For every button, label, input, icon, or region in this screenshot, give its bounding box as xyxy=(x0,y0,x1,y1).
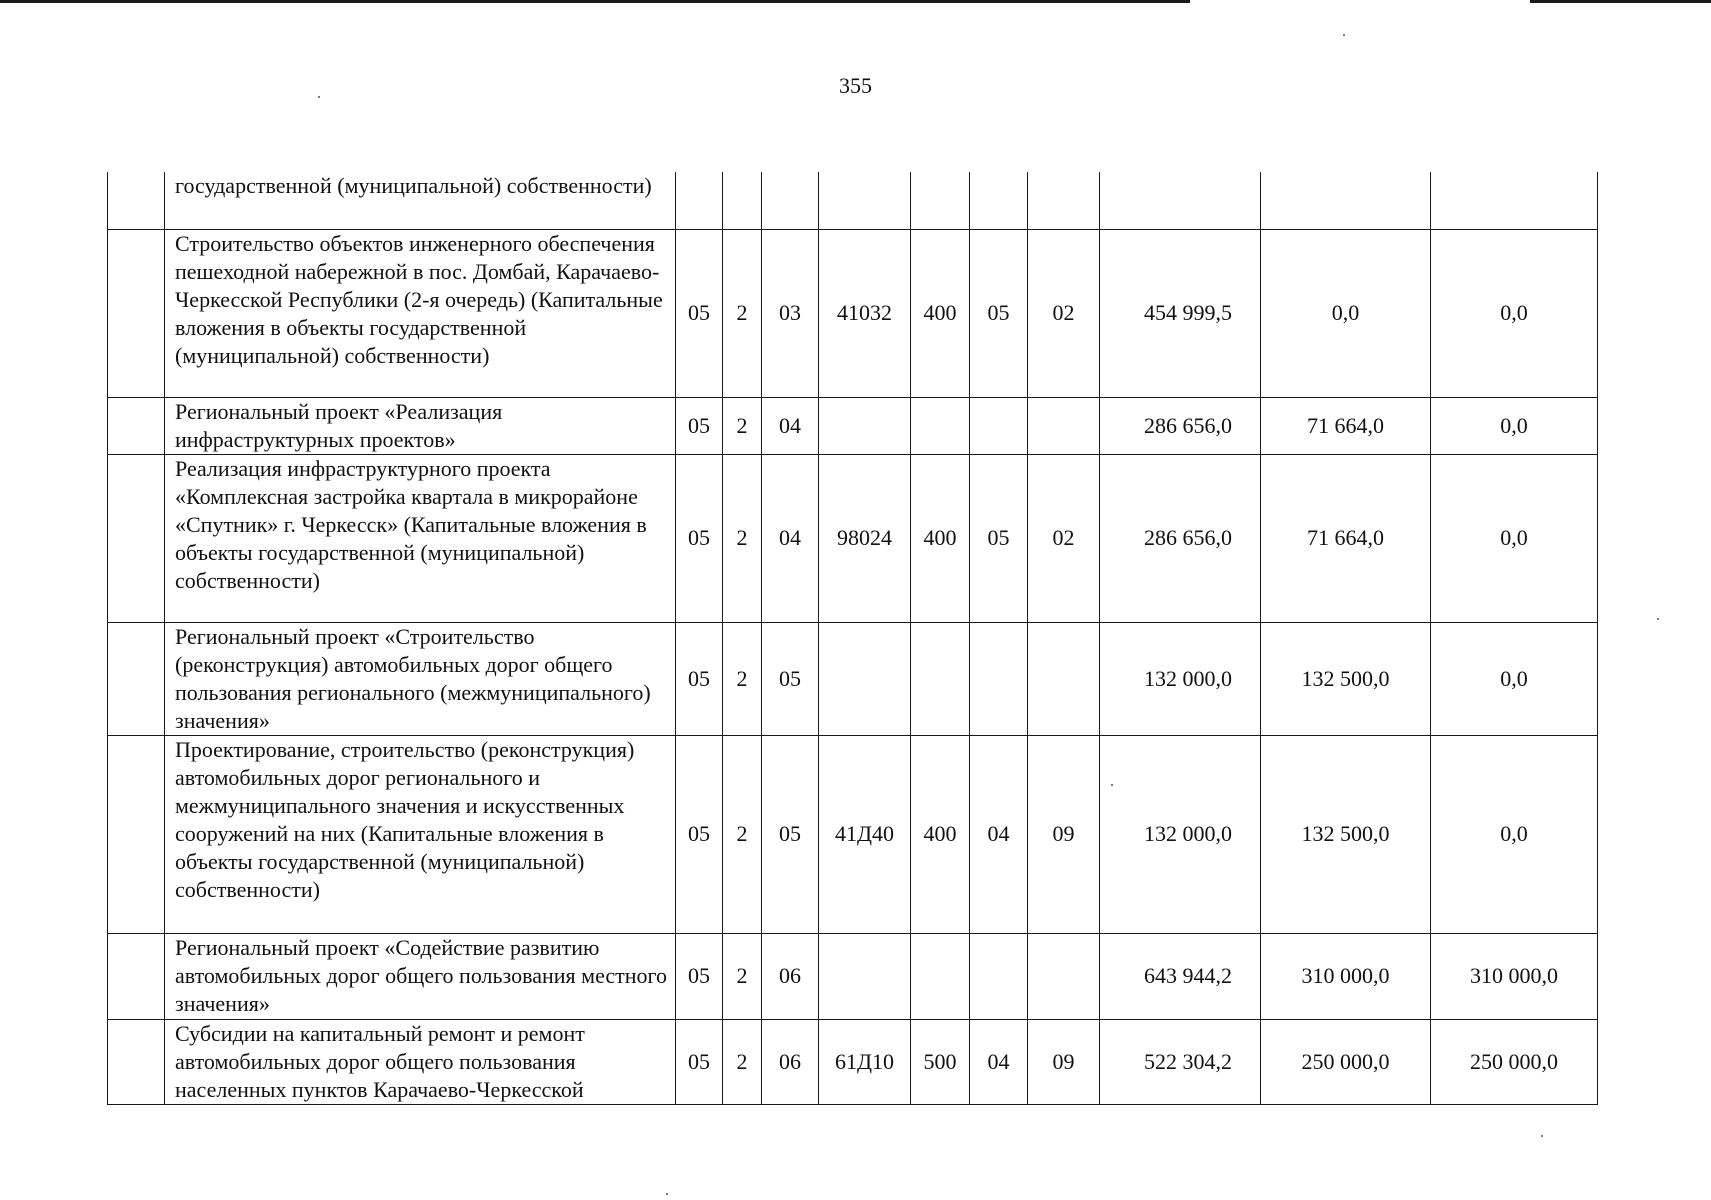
code-cell-c4 xyxy=(819,933,911,1019)
code-cell-c5: 400 xyxy=(911,735,970,933)
code-cell-c3: 05 xyxy=(762,735,819,933)
row-name-cell: Региональный проект «Строительство (реконструкция) автомобильных дорог общего пользования регионального (межмуниципального) значения» xyxy=(165,622,676,735)
budget-table xyxy=(107,172,1598,1105)
row-number-cell xyxy=(108,735,165,933)
code-cell-c6: 05 xyxy=(970,454,1028,622)
code-cell-c5 xyxy=(911,622,970,735)
row-number-cell xyxy=(108,229,165,397)
amount-cell-v2: 310 000,0 xyxy=(1261,933,1431,1019)
code-cell-c1: 05 xyxy=(676,622,723,735)
row-number-cell xyxy=(108,172,165,229)
amount-cell-v3 xyxy=(1431,172,1598,229)
amount-cell-v1 xyxy=(1100,172,1261,229)
code-cell-c6 xyxy=(970,622,1028,735)
amount-cell-v2: 132 500,0 xyxy=(1261,622,1431,735)
amount-cell-v1: 454 999,5 xyxy=(1100,229,1261,397)
table-row xyxy=(108,454,1598,622)
code-cell-c4 xyxy=(819,622,911,735)
code-cell-c7: 09 xyxy=(1028,1019,1100,1104)
code-cell-c5 xyxy=(911,933,970,1019)
amount-cell-v3: 0,0 xyxy=(1431,454,1598,622)
amount-cell-v3: 310 000,0 xyxy=(1431,933,1598,1019)
code-cell-c7 xyxy=(1028,933,1100,1019)
row-number-cell xyxy=(108,933,165,1019)
code-cell-c3: 06 xyxy=(762,933,819,1019)
code-cell-c1: 05 xyxy=(676,397,723,454)
amount-cell-v1: 132 000,0 xyxy=(1100,735,1261,933)
row-name-cell: Строительство объектов инженерного обеспечения пешеходной набережной в пос. Домбай, Карачаево-Черкесской Республики (2-я очередь) (Капитальные вложения в объекты государственной (муниципальной) собственности) xyxy=(165,229,676,397)
row-number-cell xyxy=(108,1019,165,1104)
code-cell-c7: 02 xyxy=(1028,229,1100,397)
table-row xyxy=(108,172,1598,229)
code-cell-c3: 03 xyxy=(762,229,819,397)
row-number-cell xyxy=(108,454,165,622)
amount-cell-v2: 71 664,0 xyxy=(1261,454,1431,622)
code-cell-c2: 2 xyxy=(723,229,762,397)
row-name-cell: Реализация инфраструктурного проекта «Комплексная застройка квартала в микрорайоне «Спутник» г. Черкесск» (Капитальные вложения в объекты государственной (муниципальной) собственности) xyxy=(165,454,676,622)
code-cell-c1: 05 xyxy=(676,1019,723,1104)
row-name-cell: Проектирование, строительство (реконструкция) автомобильных дорог регионального и межмуниципального значения и искусственных сооружений на них (Капитальные вложения в объекты государственной (муниципальной) собственности) xyxy=(165,735,676,933)
code-cell-c1: 05 xyxy=(676,229,723,397)
code-cell-c6: 04 xyxy=(970,735,1028,933)
code-cell-c2: 2 xyxy=(723,1019,762,1104)
code-cell-c6: 04 xyxy=(970,1019,1028,1104)
code-cell-c5: 400 xyxy=(911,454,970,622)
code-cell-c2: 2 xyxy=(723,622,762,735)
row-number-cell xyxy=(108,622,165,735)
code-cell-c6 xyxy=(970,397,1028,454)
code-cell-c2 xyxy=(723,172,762,229)
row-number-cell xyxy=(108,397,165,454)
code-cell-c7 xyxy=(1028,397,1100,454)
amount-cell-v2: 132 500,0 xyxy=(1261,735,1431,933)
code-cell-c7 xyxy=(1028,622,1100,735)
code-cell-c3: 04 xyxy=(762,397,819,454)
code-cell-c5 xyxy=(911,172,970,229)
amount-cell-v3: 0,0 xyxy=(1431,397,1598,454)
code-cell-c6: 05 xyxy=(970,229,1028,397)
table-body xyxy=(108,172,1598,1104)
code-cell-c3: 04 xyxy=(762,454,819,622)
code-cell-c6 xyxy=(970,933,1028,1019)
top-edge-rule-gap xyxy=(1190,0,1530,3)
row-name-cell: Региональный проект «Реализация инфраструктурных проектов» xyxy=(165,397,676,454)
code-cell-c5 xyxy=(911,397,970,454)
amount-cell-v1: 132 000,0 xyxy=(1100,622,1261,735)
table-row xyxy=(108,397,1598,454)
row-name-cell: Региональный проект «Содействие развитию автомобильных дорог общего пользования местного значения» xyxy=(165,933,676,1019)
page-number: 355 xyxy=(839,73,872,98)
amount-cell-v1: 286 656,0 xyxy=(1100,397,1261,454)
table-row xyxy=(108,933,1598,1019)
code-cell-c5: 400 xyxy=(911,229,970,397)
row-name-cell: Субсидии на капитальный ремонт и ремонт автомобильных дорог общего пользования населенных пунктов Карачаево-Черкесской xyxy=(165,1019,676,1104)
table-row xyxy=(108,229,1598,397)
table-row xyxy=(108,735,1598,933)
code-cell-c2: 2 xyxy=(723,933,762,1019)
code-cell-c1: 05 xyxy=(676,933,723,1019)
scan-speck xyxy=(1657,618,1659,620)
code-cell-c4: 61Д10 xyxy=(819,1019,911,1104)
code-cell-c2: 2 xyxy=(723,454,762,622)
code-cell-c4: 41Д40 xyxy=(819,735,911,933)
code-cell-c3: 06 xyxy=(762,1019,819,1104)
code-cell-c2: 2 xyxy=(723,735,762,933)
code-cell-c4 xyxy=(819,397,911,454)
code-cell-c4: 98024 xyxy=(819,454,911,622)
amount-cell-v1: 522 304,2 xyxy=(1100,1019,1261,1104)
code-cell-c1 xyxy=(676,172,723,229)
code-cell-c3: 05 xyxy=(762,622,819,735)
scan-speck xyxy=(666,1193,668,1195)
amount-cell-v3: 0,0 xyxy=(1431,622,1598,735)
amount-cell-v3: 250 000,0 xyxy=(1431,1019,1598,1104)
amount-cell-v2: 250 000,0 xyxy=(1261,1019,1431,1104)
table-row xyxy=(108,622,1598,735)
code-cell-c7: 02 xyxy=(1028,454,1100,622)
code-cell-c7 xyxy=(1028,172,1100,229)
scan-speck xyxy=(318,96,320,98)
code-cell-c7: 09 xyxy=(1028,735,1100,933)
amount-cell-v3: 0,0 xyxy=(1431,229,1598,397)
code-cell-c4 xyxy=(819,172,911,229)
code-cell-c5: 500 xyxy=(911,1019,970,1104)
amount-cell-v2 xyxy=(1261,172,1431,229)
scan-speck xyxy=(1541,1135,1543,1137)
amount-cell-v2: 0,0 xyxy=(1261,229,1431,397)
amount-cell-v1: 643 944,2 xyxy=(1100,933,1261,1019)
scan-speck xyxy=(1343,34,1345,36)
code-cell-c1: 05 xyxy=(676,735,723,933)
code-cell-c4: 41032 xyxy=(819,229,911,397)
scan-speck xyxy=(1111,784,1113,786)
code-cell-c2: 2 xyxy=(723,397,762,454)
amount-cell-v3: 0,0 xyxy=(1431,735,1598,933)
amount-cell-v2: 71 664,0 xyxy=(1261,397,1431,454)
row-name-cell: государственной (муниципальной) собственности) xyxy=(165,172,676,229)
code-cell-c1: 05 xyxy=(676,454,723,622)
table-row xyxy=(108,1019,1598,1104)
code-cell-c3 xyxy=(762,172,819,229)
code-cell-c6 xyxy=(970,172,1028,229)
amount-cell-v1: 286 656,0 xyxy=(1100,454,1261,622)
